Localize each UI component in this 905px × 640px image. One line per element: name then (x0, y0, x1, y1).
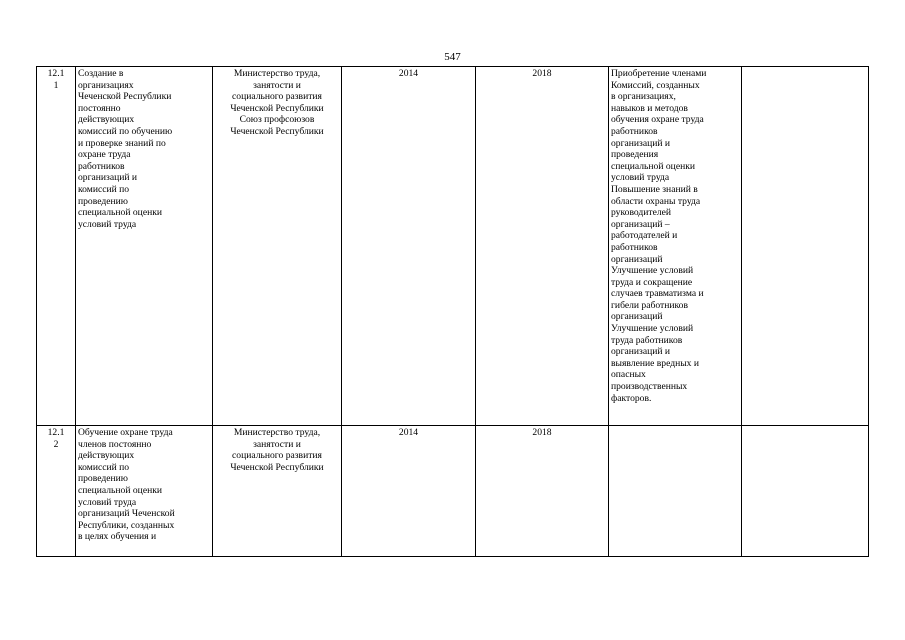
start-year-cell: 2014 (342, 67, 476, 426)
end-year-cell: 2018 (476, 426, 609, 557)
table-row (37, 426, 869, 557)
notes-cell (742, 426, 869, 557)
page-number: 547 (444, 51, 461, 63)
end-year-cell: 2018 (476, 67, 609, 426)
program-measures-table (36, 66, 869, 557)
activity-cell: Обучение охране труда членов постоянно действующих комиссий по проведению специальной оценки условий труда организаций Чеченской Республики, созданных в целях обучения и (76, 426, 213, 557)
expected-results-cell: Приобретение членами Комиссий, созданных в организациях, навыков и методов обучения охране труда работников организаций и проведения специальной оценки условий труда Повышение знаний в области охраны труда руководителей организаций – работодателей и работников организаций Улучшение условий труда и сокращение случаев травматизма и гибели работников организаций Улучшение условий труда работников организаций и выявление вредных и опасных производственных факторов. (609, 67, 742, 426)
activity-cell: Создание в организациях Чеченской Республики постоянно действующих комиссий по обучению и проверке знаний по охране труда работников организаций и комиссий по проведению специальной оценки условий труда (76, 67, 213, 426)
item-number-cell: 12.1 1 (37, 67, 76, 426)
table-row (37, 67, 869, 426)
item-number-cell: 12.1 2 (37, 426, 76, 557)
start-year-cell: 2014 (342, 426, 476, 557)
expected-results-cell (609, 426, 742, 557)
executors-cell: Министерство труда, занятости и социального развития Чеченской Республики Союз профсоюзов Чеченской Республики (213, 67, 342, 426)
executors-cell: Министерство труда, занятости и социального развития Чеченской Республики (213, 426, 342, 557)
notes-cell (742, 67, 869, 426)
